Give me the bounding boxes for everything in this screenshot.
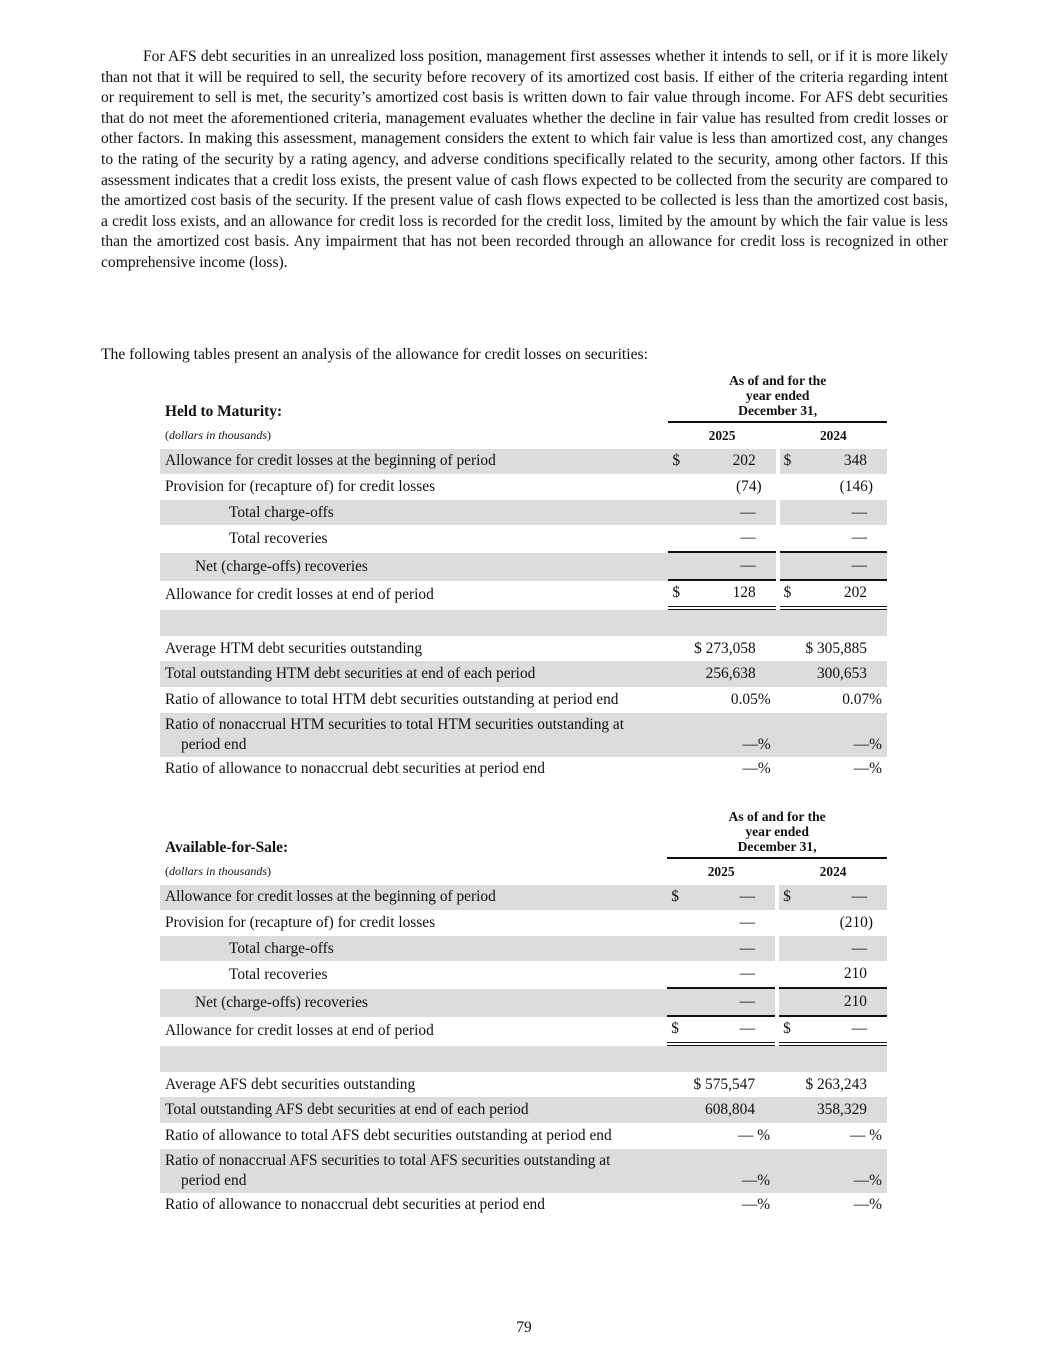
value-2024: —% (853, 760, 882, 778)
value-2025: — (691, 936, 775, 962)
value-2024: 348 (803, 449, 887, 475)
row-label: Total charge-offs (160, 500, 668, 526)
value-2024: 0.07% (842, 690, 882, 708)
table-row (160, 687, 887, 713)
row-label: Net (charge-offs) recoveries (160, 989, 667, 1017)
table-row (160, 581, 887, 611)
value-2025: — (691, 1017, 775, 1047)
row-label: Provision for (recapture of) for credit losses (165, 477, 436, 495)
table-row (160, 1017, 887, 1047)
htm-header-row (160, 373, 887, 423)
header-line: year ended (745, 388, 810, 403)
value-2025: 256,638 (668, 661, 775, 687)
table-row (160, 525, 887, 553)
header-line: December 31, (738, 403, 818, 418)
value-2024: (210) (839, 913, 873, 931)
currency-symbol: $ (667, 1017, 691, 1047)
value-2024: $ 305,885 (805, 639, 867, 657)
value-2025: — (692, 525, 776, 553)
units-note: (dollars in thousands) (165, 428, 272, 443)
currency-symbol: $ (668, 449, 692, 475)
row-label: Allowance for credit losses at the beginning of period (160, 449, 668, 475)
value-2025: — (692, 500, 776, 526)
table-row (160, 989, 887, 1017)
value-2024: — (803, 1017, 887, 1047)
value-2024: 210 (803, 961, 887, 989)
header-line: As of and for the (728, 809, 826, 824)
value-2024: —% (780, 713, 887, 757)
value-2024: —% (853, 1196, 882, 1214)
value-2025: —% (668, 713, 775, 757)
table-row (160, 1123, 887, 1149)
table-row (160, 636, 887, 662)
htm-table (160, 373, 887, 782)
currency-symbol: $ (779, 885, 802, 911)
year-2024-header: 2024 (819, 863, 847, 879)
year-2025-header: 2025 (708, 427, 736, 443)
value-2025: — (739, 913, 756, 931)
value-2024: — (803, 885, 887, 911)
paragraph-text: For AFS debt securities in an unrealized loss position, management first assesses whether it intends to sell, or if it is more likely than not that it will be required to sell, the security before recovery of its amortized cost basis. If either of the criteria regarding intent or requirement to sell is met, the security’s amortized cost basis is written down to fair value through income. For AFS debt securities that do not meet the aforementioned criteria, management evaluates whether the decline in fair value has resulted from credit losses or other factors. In making this assessment, management considers the extent to which fair value is less than amortized cost, any changes to the rating of the security by a rating agency, and adverse conditions specifically related to the security, among other factors. If this assessment indicates that a credit loss exists, the present value of cash flows expected to be collected from the security are compared to the amortized cost basis of the security. If the present value of cash flows expected to be collected is less than the amortized cost basis, a credit loss exists, and an allowance for credit loss is recorded for the credit loss, limited by the amount by which the fair value is less than the amortized cost basis. Any impairment that has not been recorded through an allowance for credit loss is recognized in other comprehensive income (loss). (101, 48, 948, 271)
row-label: Ratio of allowance to total HTM debt securities outstanding at period end (165, 690, 619, 708)
currency-symbol: $ (667, 885, 691, 911)
row-label: Allowance for credit losses at the beginning of period (160, 885, 667, 911)
value-2024: — (803, 500, 887, 526)
row-label: Allowance for credit losses at end of period (165, 1022, 434, 1040)
value-2025: — (691, 989, 775, 1017)
tables-intro: The following tables present an analysis of the allowance for credit losses on securities: (101, 346, 648, 363)
header-line: December 31, (737, 839, 817, 854)
value-2025: (74) (736, 477, 762, 495)
table-row (160, 936, 887, 962)
row-label: Total recoveries (229, 966, 328, 984)
value-2025: $ 575,547 (693, 1075, 756, 1093)
row-label: Provision for (recapture of) for credit losses (165, 913, 436, 931)
value-2025: 0.05% (730, 690, 771, 708)
value-2025: 202 (692, 449, 776, 475)
table-row (160, 961, 887, 989)
header-line: As of and for the (729, 373, 827, 388)
header-line: year ended (745, 824, 809, 839)
value-2024: 358,329 (779, 1097, 887, 1123)
value-2024: 210 (803, 989, 887, 1017)
currency-symbol: $ (668, 581, 692, 611)
value-2025: 608,804 (667, 1097, 775, 1123)
page-number: 79 (516, 1319, 532, 1336)
afs-table (160, 809, 887, 1218)
row-label: Total outstanding AFS debt securities at end of each period (160, 1097, 667, 1123)
row-label: Total outstanding HTM debt securities at end of each period (160, 661, 668, 687)
afs-header-row (160, 809, 887, 859)
row-label: Average AFS debt securities outstanding (165, 1075, 416, 1093)
table-row (160, 1149, 887, 1193)
table-row (160, 1072, 887, 1098)
spacer-row (160, 1046, 887, 1072)
row-label: Total charge-offs (160, 936, 667, 962)
currency-symbol: $ (780, 449, 803, 475)
value-2024: 300,653 (780, 661, 887, 687)
spacer-row (160, 610, 887, 636)
table-row (160, 474, 887, 500)
row-label: Allowance for credit losses at end of period (165, 586, 434, 604)
value-2024: — % (849, 1126, 882, 1144)
year-2025-header: 2025 (707, 863, 735, 879)
value-2025: —% (667, 1149, 775, 1193)
htm-period-header (668, 373, 887, 423)
row-label: Total recoveries (229, 530, 328, 548)
htm-section-title: Held to Maturity: (165, 403, 283, 420)
value-2025: —% (741, 1196, 771, 1214)
body-paragraph (101, 47, 948, 274)
row-label: Ratio of allowance to total AFS debt securities outstanding at period end (165, 1126, 612, 1144)
value-2025: — (691, 961, 775, 989)
year-2024-header: 2024 (819, 427, 847, 443)
row-label: Ratio of nonaccrual HTM securities to total HTM securities outstanding at period end (160, 713, 668, 757)
afs-section-title: Available-for-Sale: (165, 839, 289, 856)
row-label: Ratio of allowance to nonaccrual debt securities at period end (165, 760, 545, 778)
currency-symbol: $ (779, 1017, 802, 1047)
table-row (160, 757, 887, 783)
table-row (160, 885, 887, 911)
table-row (160, 449, 887, 475)
value-2025: — % (737, 1126, 771, 1144)
value-2025: — (692, 553, 776, 581)
value-2024: $ 263,243 (805, 1075, 867, 1093)
table-row (160, 1193, 887, 1219)
value-2024: —% (779, 1149, 887, 1193)
value-2025: — (691, 885, 775, 911)
table-row (160, 1097, 887, 1123)
afs-period-header (667, 809, 887, 859)
table-row (160, 661, 887, 687)
value-2024: — (803, 525, 887, 553)
units-note: (dollars in thousands) (165, 864, 272, 879)
afs-units-row (160, 859, 887, 885)
row-label: Ratio of allowance to nonaccrual debt securities at period end (165, 1196, 545, 1214)
value-2025: —% (742, 760, 771, 778)
table-row (160, 910, 887, 936)
htm-units-row (160, 423, 887, 449)
value-2024: 202 (803, 581, 887, 611)
value-2025: 128 (692, 581, 776, 611)
table-row (160, 713, 887, 757)
currency-symbol: $ (780, 581, 803, 611)
value-2024: — (803, 553, 887, 581)
row-label: Net (charge-offs) recoveries (160, 553, 668, 581)
table-row (160, 553, 887, 581)
value-2025: $ 273,058 (694, 639, 756, 657)
row-label: Ratio of nonaccrual AFS securities to total AFS securities outstanding at period end (160, 1149, 667, 1193)
row-label: Average HTM debt securities outstanding (165, 639, 423, 657)
table-row (160, 500, 887, 526)
value-2024: — (803, 936, 887, 962)
value-2024: (146) (839, 477, 873, 495)
